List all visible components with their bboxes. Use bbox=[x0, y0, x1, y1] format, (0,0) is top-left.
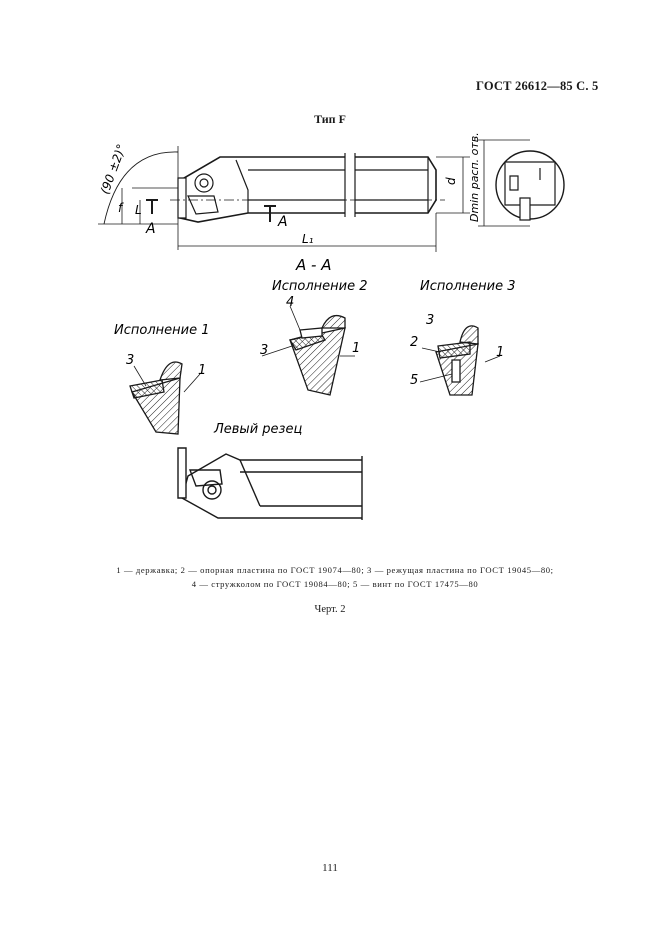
section-a-left: A bbox=[146, 221, 156, 237]
l1-label: L₁ bbox=[302, 232, 314, 246]
variant-3-section bbox=[420, 326, 500, 395]
v1-num-1: 1 bbox=[198, 363, 207, 378]
page-number: 111 bbox=[322, 862, 338, 874]
f-label: f bbox=[118, 201, 123, 215]
figure-type-title: Тип F bbox=[314, 112, 346, 126]
l-label: L bbox=[135, 203, 142, 217]
standard-page-header: ГОСТ 26612—85 С. 5 bbox=[476, 79, 599, 93]
section-title: A - A bbox=[296, 256, 332, 274]
figure-caption: Черт. 2 bbox=[314, 604, 346, 615]
left-tool-view bbox=[178, 448, 362, 520]
d-label: d bbox=[444, 177, 458, 185]
legend-line-1: 1 — державка; 2 — опорная пластина по ГОСТ 19074—80; 3 — режущая пластина по ГОСТ 19045—80; bbox=[116, 565, 554, 575]
dmin-label: Dmin расп. отв. bbox=[468, 132, 481, 222]
angle-label: (90 ±2)° bbox=[97, 142, 129, 197]
variant-1-section bbox=[130, 362, 200, 434]
main-view bbox=[98, 140, 564, 252]
v2-num-4: 4 bbox=[286, 295, 295, 310]
v2-num-1: 1 bbox=[352, 341, 361, 356]
v3-num-1: 1 bbox=[496, 345, 505, 360]
v1-num-3: 3 bbox=[126, 353, 135, 368]
v2-num-3: 3 bbox=[260, 343, 269, 358]
section-a-mid: A bbox=[278, 214, 288, 230]
legend bbox=[60, 563, 610, 591]
legend-line-2: 4 — стружколом по ГОСТ 19084—80; 5 — винт по ГОСТ 17475—80 bbox=[191, 579, 479, 589]
variant-2-label: Исполнение 2 bbox=[272, 279, 368, 294]
v3-num-3: 3 bbox=[426, 313, 435, 328]
v3-num-5: 5 bbox=[410, 373, 419, 388]
variant-1-label: Исполнение 1 bbox=[114, 323, 210, 338]
v3-num-2: 2 bbox=[410, 335, 419, 350]
variant-3-label: Исполнение 3 bbox=[420, 279, 516, 294]
variant-2-section bbox=[262, 306, 355, 395]
left-tool-label: Левый резец bbox=[214, 422, 303, 437]
